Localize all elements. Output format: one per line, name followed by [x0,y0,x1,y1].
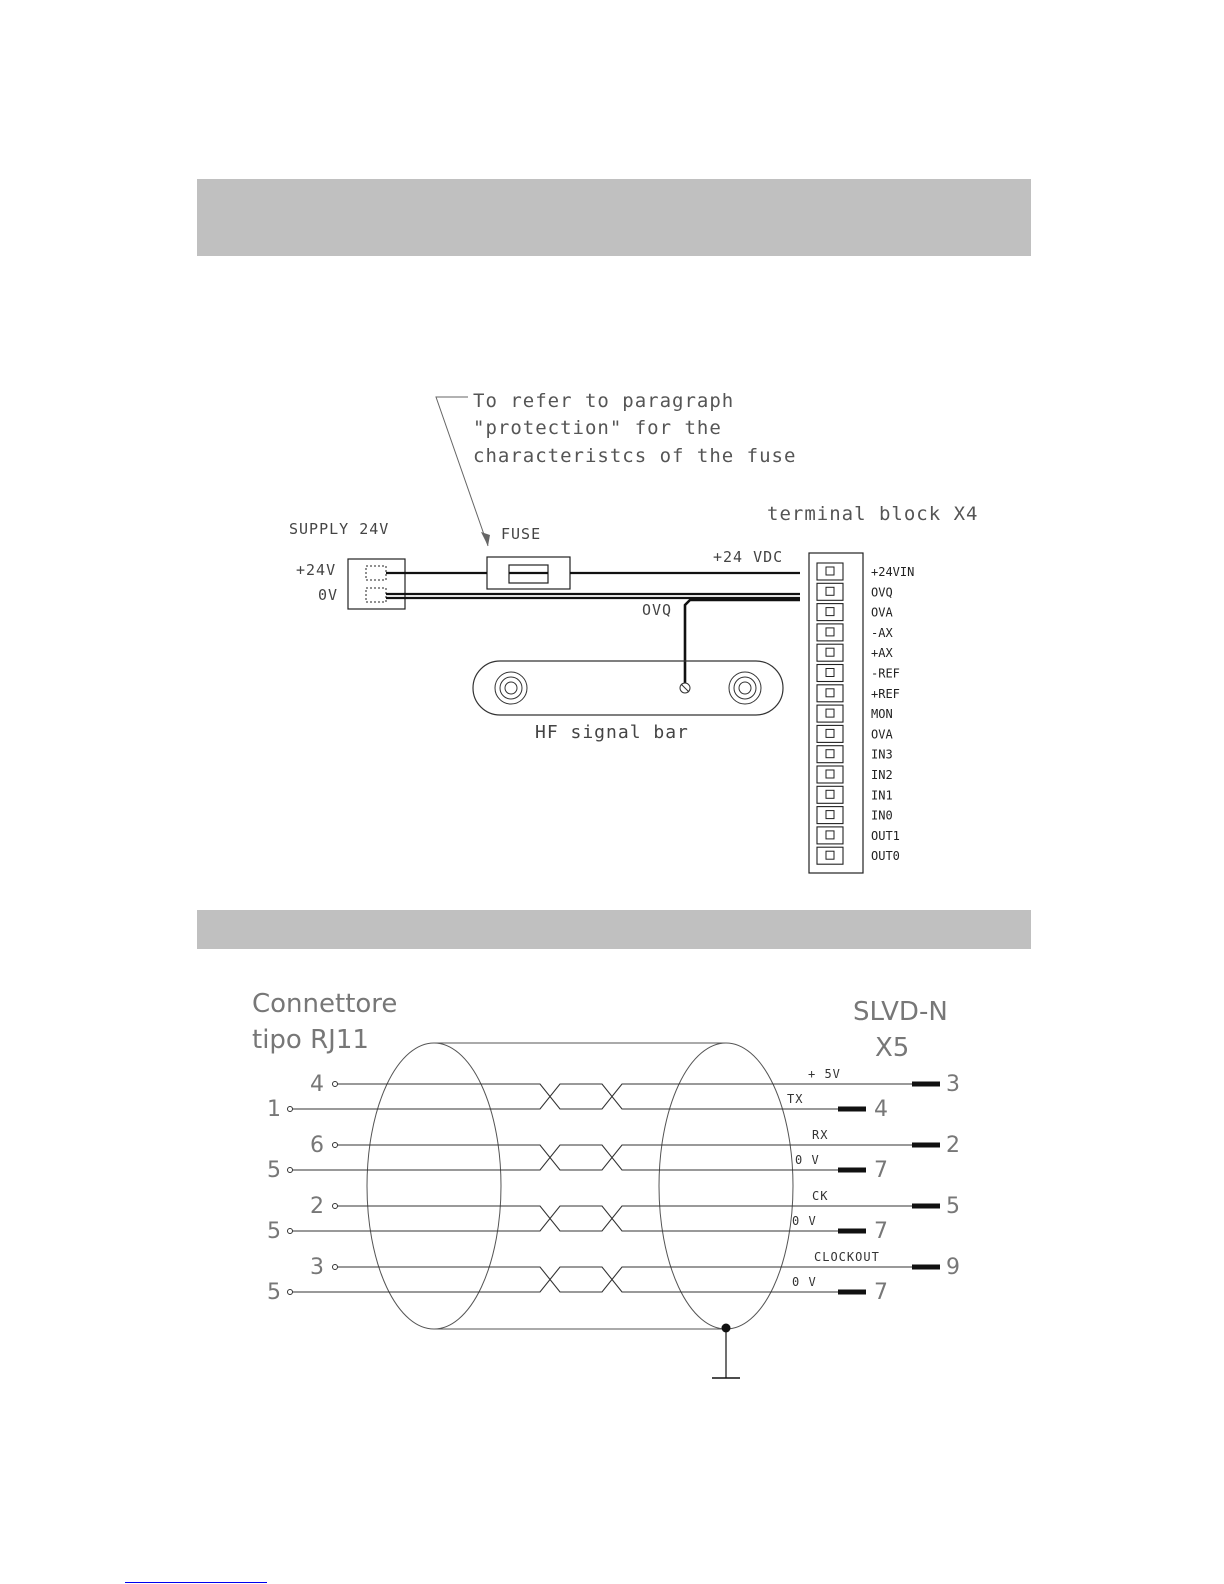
terminal-label: OUT0 [871,849,900,864]
left-connector-title-line-1: Connettore [252,989,398,1019]
terminal-label: OVA [871,605,893,620]
terminal-label: OVA [871,727,893,742]
terminal-label: IN1 [871,788,893,803]
supply-positive-label: +24V [296,561,337,579]
signal-label: 0 V [792,1214,817,1228]
ovq-label: OVQ [642,601,673,619]
right-pin-number: 3 [946,1072,960,1097]
left-pin-number: 5 [267,1219,281,1244]
terminal-label: +AX [871,646,893,661]
terminal-label: IN3 [871,747,893,762]
supply-negative-label: 0V [318,586,339,604]
terminal-label: +REF [871,686,900,701]
shield-ground [712,1324,740,1379]
right-pin-number: 9 [946,1255,960,1280]
left-connector-title-line-2: tipo RJ11 [252,1025,369,1055]
fuse-note-line-2: "protection" for the [473,417,722,439]
pair-wire-b [290,1145,866,1170]
right-pin-number: 7 [874,1158,888,1183]
signal-label: + 5V [808,1067,841,1081]
right-pin-number: 5 [946,1194,960,1219]
footer-link-underline[interactable] [125,1582,267,1583]
left-pin-number: 4 [310,1072,324,1097]
left-pin-number: 2 [310,1194,324,1219]
left-pin-number: 6 [310,1133,324,1158]
pair-wire-b [290,1084,866,1109]
right-pin-number: 4 [874,1097,888,1122]
terminal-label: -AX [871,625,893,640]
pair-wire-a [335,1145,920,1170]
terminal-label: +24VIN [871,565,915,579]
twisted-pair [267,1250,960,1305]
terminal-label: OUT1 [871,828,900,843]
right-pin-number: 7 [874,1219,888,1244]
left-pin-number: 3 [310,1255,324,1280]
pair-wire-a [335,1267,920,1292]
terminal-label: MON [871,707,893,722]
right-connector-title-line-2: X5 [875,1033,910,1063]
left-pin-number: 5 [267,1280,281,1305]
left-pin-number: 1 [267,1097,281,1122]
terminal-label: -REF [871,666,900,681]
fuse-note-line-3: characteristcs of the fuse [473,445,797,467]
signal-label: 0 V [792,1275,817,1289]
right-pin-number: 7 [874,1280,888,1305]
terminal-label: OVQ [871,585,893,600]
pair-wire-b [290,1206,866,1231]
hf-bar-label: HF signal bar [535,722,689,743]
signal-label: 0 V [795,1153,820,1167]
right-connector-title-line-1: SLVD-N [853,997,948,1027]
cable-shield [367,1043,793,1329]
terminal-block-title: terminal block X4 [767,503,979,525]
left-pin-number: 5 [267,1158,281,1183]
twisted-pair [267,1067,960,1122]
signal-label: CK [812,1189,829,1203]
signal-label: TX [787,1092,804,1106]
signal-label: CLOCKOUT [814,1250,880,1264]
right-pin-number: 2 [946,1133,960,1158]
fuse-label: FUSE [501,525,542,543]
plus-24-vdc-label: +24 VDC [713,548,784,566]
twisted-pairs [267,1067,960,1305]
supply-title: SUPPLY 24V [289,520,390,538]
pair-wire-a [335,1206,920,1231]
pair-wire-a [335,1084,920,1109]
fuse-note-line-1: To refer to paragraph [473,390,735,412]
signal-label: RX [812,1128,829,1142]
terminal-label: IN0 [871,808,893,823]
terminal-label: IN2 [871,768,893,782]
